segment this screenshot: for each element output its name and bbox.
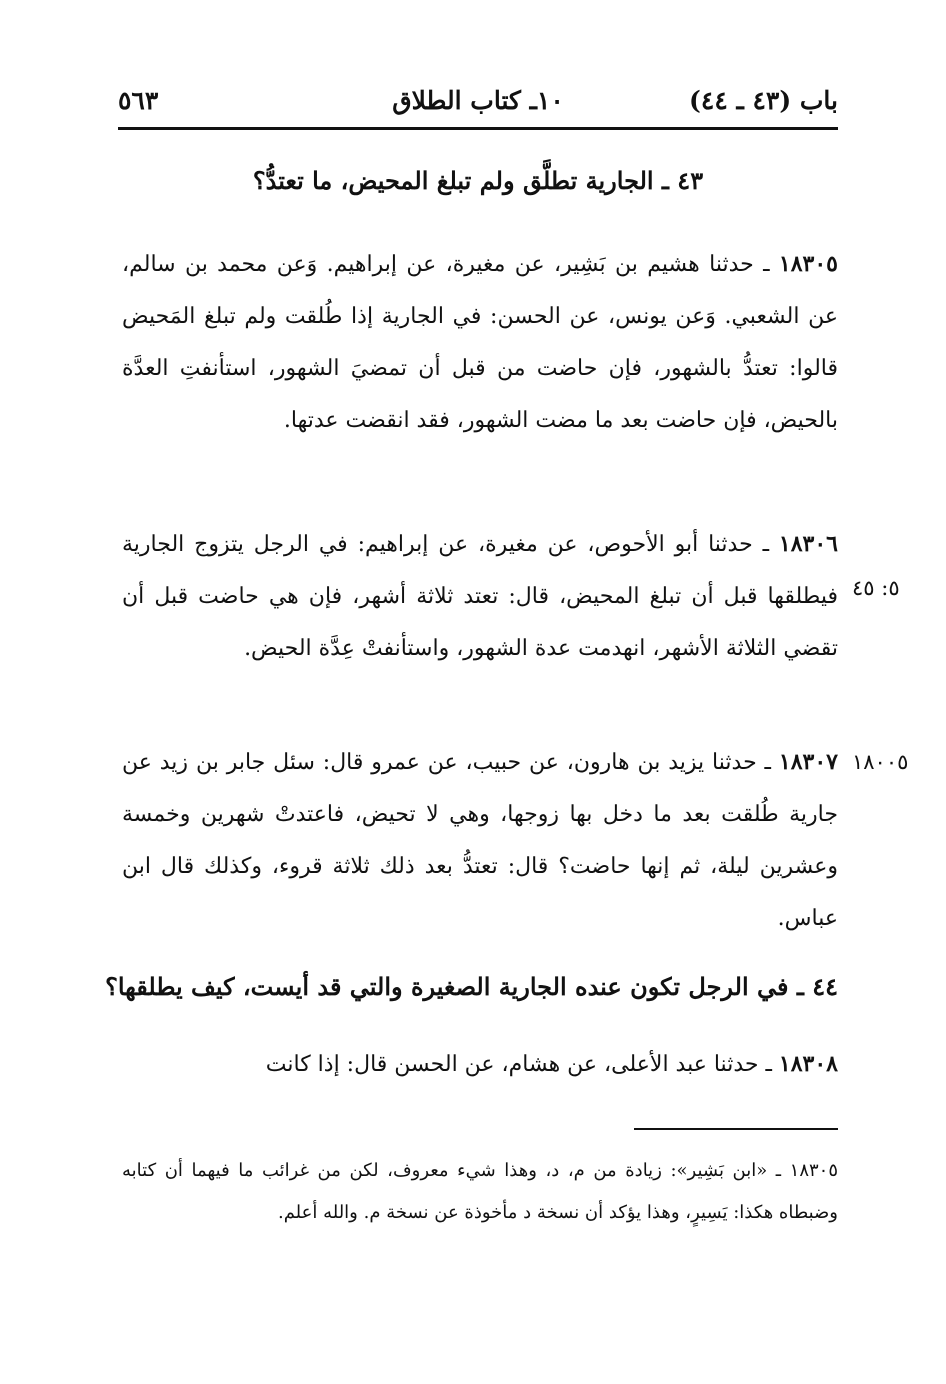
footnote-rule bbox=[634, 1128, 838, 1130]
hadith-text: ـ حدثنا هشيم بن بَشِير، عن مغيرة، عن إبراهيم. وَعن محمد بن سالم، عن الشعبي. وَعن يونس، عن الحسن: في الجارية إذا طُلقت ولم تبلغ المَحيض قالوا: تعتدُّ بالشهور، فإن حاضت من قبل أن تمضيَ الشهور، استأنفتِ العدَّة بالحيض، فإن حاضت بعد ما مضت الشهور، فقد انقضت عدتها. bbox=[122, 252, 838, 433]
hadith-18306 bbox=[122, 518, 838, 675]
chapter-43-heading: ٤٣ ـ الجارية تطلَّق ولم تبلغ المحيض، ما تعتدُّ؟ bbox=[252, 166, 704, 195]
hadith-text: ـ حدثنا أبو الأحوص، عن مغيرة، عن إبراهيم: في الرجل يتزوج الجارية فيطلقها قبل أن تبلغ المحيض، قال: تعتد ثلاثة أشهر، فإن هي حاضت قبل أن تقضي الثلاثة الأشهر، انهدمت عدة الشهور، واستأنفتْ عِدَّة الحيض. bbox=[122, 532, 838, 661]
header-rule bbox=[118, 127, 838, 130]
chapter-range: باب (٤٣ ـ ٤٤) bbox=[689, 86, 838, 115]
hadith-18305 bbox=[122, 238, 838, 447]
hadith-number: ١٨٣٠٥ bbox=[778, 251, 838, 277]
margin-reference: ٥: ٤٥ bbox=[852, 576, 900, 600]
chapter-44-heading: ٤٤ ـ في الرجل تكون عنده الجارية الصغيرة والتي قد أيست، كيف يطلقها؟ bbox=[105, 972, 838, 1001]
hadith-18307 bbox=[122, 736, 838, 945]
hadith-18308 bbox=[122, 1038, 838, 1091]
margin-reference: ١٨٠٠٥ bbox=[852, 750, 909, 774]
page-number: ٥٦٣ bbox=[118, 86, 159, 115]
hadith-number: ١٨٣٠٨ bbox=[778, 1051, 838, 1077]
page-header bbox=[118, 82, 838, 126]
footnote: ١٨٣٠٥ ـ «ابن بَشِير»: زيادة من م، د، وهذا شيء معروف، لكن من غرائب ما فيهما أن كتابه وضبطاه هكذا: يَسِيرٍ، وهذا يؤكد أن نسخة د مأخوذة عن نسخة م. والله أعلم. bbox=[122, 1160, 838, 1223]
book-title: ١٠ـ كتاب الطلاق bbox=[392, 86, 564, 115]
hadith-number: ١٨٣٠٦ bbox=[778, 531, 838, 557]
hadith-text: ـ حدثنا يزيد بن هارون، عن حبيب، عن عمرو قال: سئل جابر بن زيد عن جارية طُلقت بعد ما دخل بها زوجها، وهي لا تحيض، فاعتدتْ شهرين وخمسة وعشرين ليلة، ثم إنها حاضت؟ قال: تعتدُّ بعد ذلك ثلاثة قروء، وكذلك قال ابن عباس. bbox=[122, 750, 838, 931]
hadith-number: ١٨٣٠٧ bbox=[778, 749, 838, 775]
hadith-text: ـ حدثنا عبد الأعلى، عن هشام، عن الحسن قال: إذا كانت bbox=[265, 1052, 779, 1077]
